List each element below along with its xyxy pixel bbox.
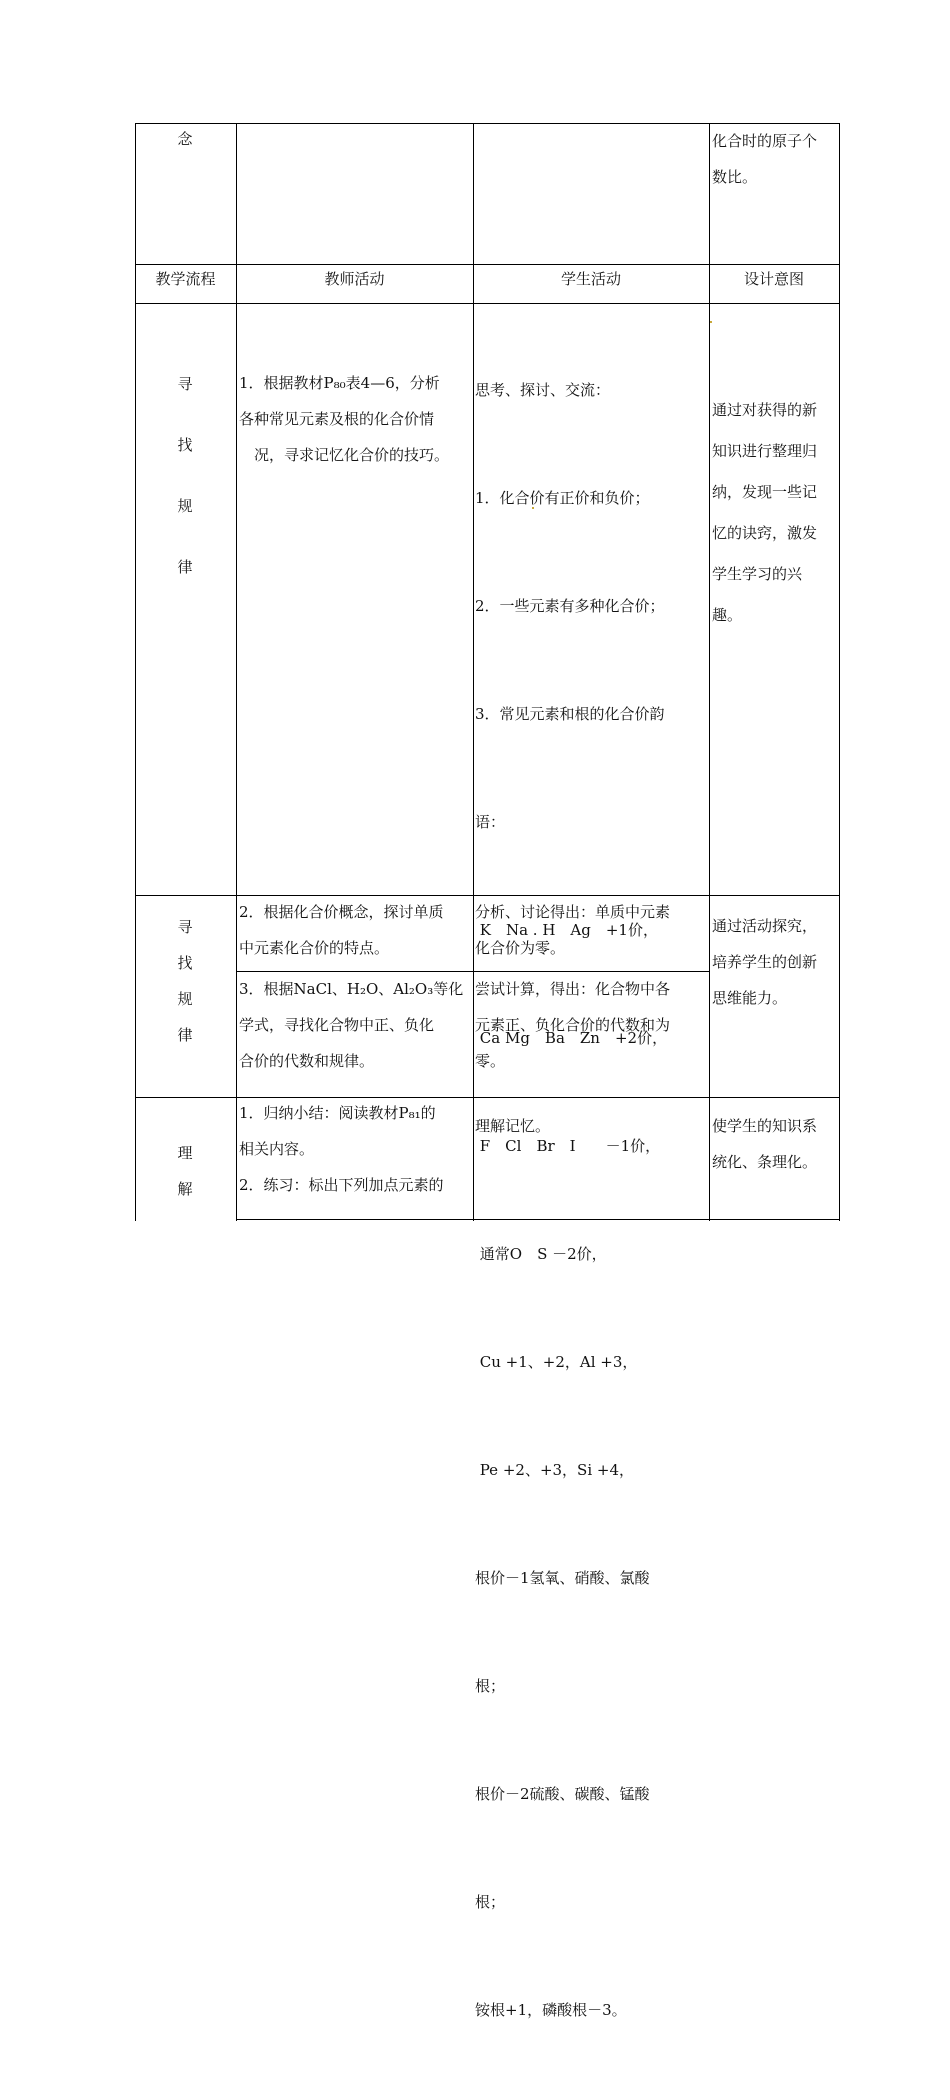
cell-line: 语： — [475, 813, 506, 831]
student-activity-cell — [475, 971, 670, 1079]
cell-line: 况，寻求记忆化合价的技巧。 — [239, 446, 450, 464]
cell-line: 根； — [475, 1677, 506, 1695]
cell-line: F Cl Br I －1价， — [475, 1137, 661, 1155]
design-intent-cell — [712, 908, 817, 1016]
cell-line: 根价－2硫酸、碳酸、锰酸 — [475, 1785, 650, 1803]
flow-cell-char: 解 — [177, 1180, 193, 1198]
cell-line: 铵根+1，磷酸根－3。 — [475, 2001, 627, 2019]
cell-line: 趣。 — [712, 606, 743, 624]
teacher-activity-cell — [239, 1095, 444, 1203]
cell-line: 知识进行整理归 — [712, 442, 818, 460]
cell-line: 零。 — [475, 1052, 506, 1070]
speck-mark — [710, 321, 712, 323]
cell-line: 1．根据教材P₈₀表4—6，分析 — [239, 374, 440, 392]
flow-cell-char: 理 — [177, 1144, 193, 1162]
cell-line: 3．常见元素和根的化合价韵 — [475, 705, 665, 723]
header-design: 设计意图 — [743, 270, 804, 288]
cell-line: 通常O S －2价， — [475, 1245, 607, 1263]
flow-cell-char: 念 — [177, 130, 193, 148]
cell-line: 思考、探讨、交流： — [475, 381, 611, 399]
header-teacher: 教师活动 — [324, 270, 385, 288]
cell-line: 中元素化合价的特点。 — [239, 939, 390, 957]
flow-cell-char: 律 — [177, 558, 193, 576]
cell-line: 相关内容。 — [239, 1140, 315, 1158]
cell-line: 根价－1氢氧、硝酸、氯酸 — [475, 1569, 650, 1587]
cell-line: 思维能力。 — [712, 989, 788, 1007]
cell-line: 理解记忆。 — [475, 1117, 551, 1135]
flow-cell-char: 寻 — [177, 375, 193, 393]
cell-line: 培养学生的创新 — [712, 953, 818, 971]
cell-line: 数比。 — [712, 168, 758, 186]
flow-cell-char: 找 — [177, 436, 193, 454]
cell-line: Ca Mg Ba Zn +2价， — [475, 1029, 668, 1047]
flow-cell-char: 规 — [177, 497, 193, 515]
cell-line: 忆的诀窍，激发 — [712, 524, 818, 542]
teacher-activity-cell — [239, 894, 444, 966]
cell-line: Cu +1、+2，Al +3， — [475, 1353, 638, 1371]
cell-line: 根； — [475, 1893, 506, 1911]
cell-line: 合价的代数和规律。 — [239, 1052, 375, 1070]
cell-line: 1．化合价有正价和负价； — [475, 489, 650, 507]
student-activity-cell — [475, 1108, 550, 1144]
cell-line: 分析、讨论得出：单质中元素 — [475, 903, 671, 921]
student-activity-cell — [475, 300, 667, 2100]
cell-line: 各种常见元素及根的化合价情 — [239, 410, 435, 428]
design-intent-cell — [712, 1108, 817, 1180]
lesson-plan-table — [135, 123, 840, 2019]
header-flow: 教学流程 — [155, 270, 216, 288]
cell-line: 学式，寻找化合物中正、负化 — [239, 1016, 435, 1034]
flow-cell-char: 规 — [177, 990, 193, 1008]
cell-line: 学生学习的兴 — [712, 565, 803, 583]
flow-cell-char: 寻 — [177, 918, 193, 936]
speck-mark — [532, 507, 534, 509]
cell-line: 3．根据NaCl、H₂O、Al₂O₃等化 — [239, 980, 464, 998]
cell-line: 1．归纳小结：阅读教材P₈₁的 — [239, 1104, 436, 1122]
teacher-activity-cell — [239, 971, 463, 1079]
design-intent-cell — [712, 123, 817, 195]
cell-line: 尝试计算，得出：化合物中各 — [475, 980, 671, 998]
flow-cell-char: 找 — [177, 954, 193, 972]
table-rule — [839, 123, 840, 1221]
cell-line: 通过活动探究， — [712, 917, 818, 935]
design-intent-cell — [712, 390, 817, 636]
student-activity-cell — [475, 894, 670, 966]
cell-line: 化合时的原子个 — [712, 132, 818, 150]
cell-line: 2．一些元素有多种化合价； — [475, 597, 665, 615]
cell-line: Pe +2、+3，Si +4， — [475, 1461, 635, 1479]
flow-cell-char: 律 — [177, 1026, 193, 1044]
teacher-activity-cell — [239, 365, 449, 473]
cell-line: 2．练习：标出下列加点元素的 — [239, 1176, 444, 1194]
cell-line: 通过对获得的新 — [712, 401, 818, 419]
cell-line: 统化、条理化。 — [712, 1153, 818, 1171]
cell-line: 2．根据化合价概念，探讨单质 — [239, 903, 444, 921]
cell-line: 纳，发现一些记 — [712, 483, 818, 501]
cell-line: K Na . H Ag +1价， — [475, 921, 658, 939]
cell-line: 化合价为零。 — [475, 939, 566, 957]
header-student: 学生活动 — [560, 270, 621, 288]
cell-line: 元素正、负化合价的代数和为 — [475, 1016, 671, 1034]
cell-line: 使学生的知识系 — [712, 1117, 818, 1135]
